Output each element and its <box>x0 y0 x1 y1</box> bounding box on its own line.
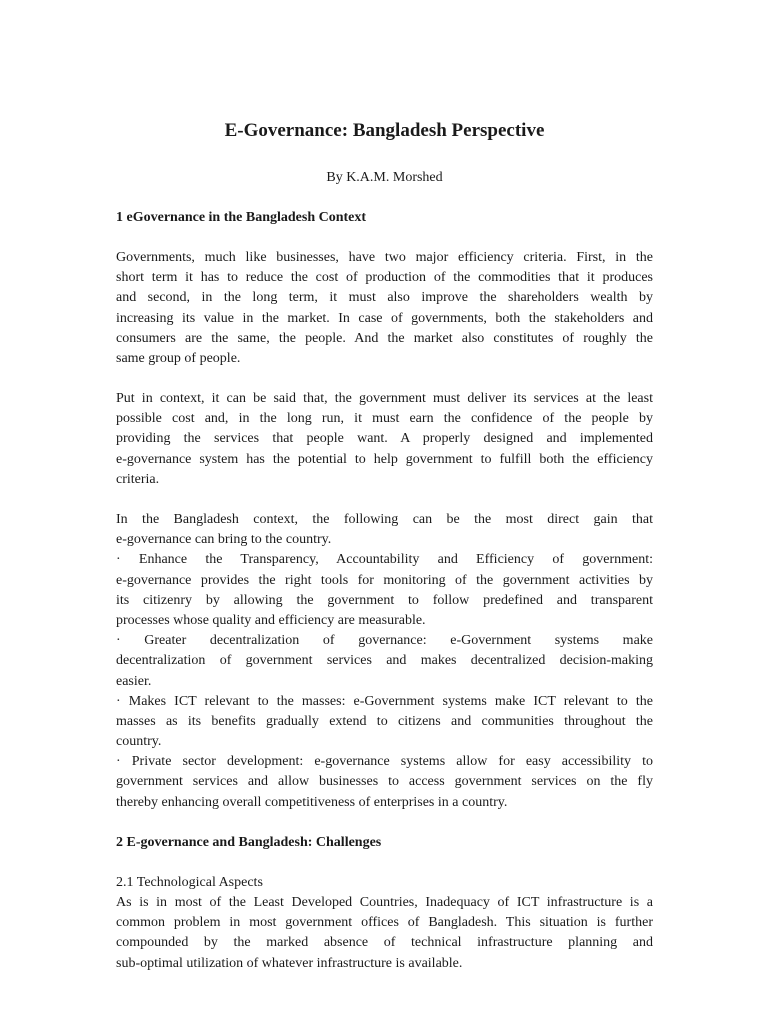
section-1-paragraph-2 <box>116 389 653 490</box>
text-line: e-governance system has the potential to help government to fulfill both the efficiency <box>116 451 653 467</box>
text-line: easier. <box>116 673 152 689</box>
author-byline: By K.A.M. Morshed <box>326 170 443 185</box>
bullet-line: · Private sector development: e-governance systems allow for easy accessibility to <box>116 754 653 770</box>
section-1-heading: 1 eGovernance in the Bangladesh Context <box>116 210 367 225</box>
text-line: increasing its value in the market. In case of governments, both the stakeholders and <box>116 310 653 326</box>
text-line: e-governance can bring to the country. <box>116 532 332 548</box>
text-line: sub-optimal utilization of whatever infrastructure is available. <box>116 955 463 971</box>
text-line: e-governance provides the right tools for monitoring of the government activities by <box>116 572 653 588</box>
text-line: possible cost and, in the long run, it must earn the confidence of the people by <box>116 411 653 427</box>
text-line: processes whose quality and efficiency are measurable. <box>116 612 426 628</box>
text-line: same group of people. <box>116 350 241 366</box>
bullet-line: · Greater decentralization of governance: e-Government systems make <box>116 633 653 649</box>
section-1-paragraph-3 <box>116 510 653 813</box>
text-line: As is in most of the Least Developed Countries, Inadequacy of ICT infrastructure is a <box>116 895 653 910</box>
document-title: E-Governance: Bangladesh Perspective <box>224 120 545 141</box>
text-line: its citizenry by allowing the government to follow predefined and transparent <box>116 592 653 608</box>
subsection-2-1-heading: 2.1 Technological Aspects <box>116 875 263 890</box>
text-line: masses as its benefits gradually extend to citizens and communities throughout the <box>116 713 653 729</box>
text-line: criteria. <box>116 471 160 487</box>
text-line: Put in context, it can be said that, the government must deliver its services at the least <box>116 391 653 406</box>
text-line: Governments, much like businesses, have two major efficiency criteria. First, in the <box>116 250 653 265</box>
text-line: common problem in most government offices of Bangladesh. This situation is further <box>116 915 653 931</box>
text-line: government services and allow businesses to access government services on the fly <box>116 774 653 790</box>
section-2-paragraph-1 <box>116 893 653 974</box>
text-line: short term it has to reduce the cost of production of the commodities that it produces <box>116 270 653 286</box>
bullet-line: · Makes ICT relevant to the masses: e-Government systems make ICT relevant to the <box>116 693 653 709</box>
text-line: and second, in the long term, it must also improve the shareholders wealth by <box>116 290 653 306</box>
text-line: compounded by the marked absence of technical infrastructure planning and <box>116 935 653 951</box>
text-line: thereby enhancing overall competitiveness of enterprises in a country. <box>116 794 508 810</box>
section-1-paragraph-1 <box>116 248 653 369</box>
text-line: decentralization of government services and makes decentralized decision-making <box>116 653 653 669</box>
text-line: country. <box>116 734 162 750</box>
text-line: consumers are the same, the people. And the market also constitutes of roughly the <box>116 330 653 346</box>
section-2-heading: 2 E-governance and Bangladesh: Challenges <box>116 835 382 850</box>
text-line: providing the services that people want. A properly designed and implemented <box>116 431 653 447</box>
bullet-line: · Enhance the Transparency, Accountability and Efficiency of government: <box>116 552 653 568</box>
text-line: In the Bangladesh context, the following can be the most direct gain that <box>116 512 653 527</box>
